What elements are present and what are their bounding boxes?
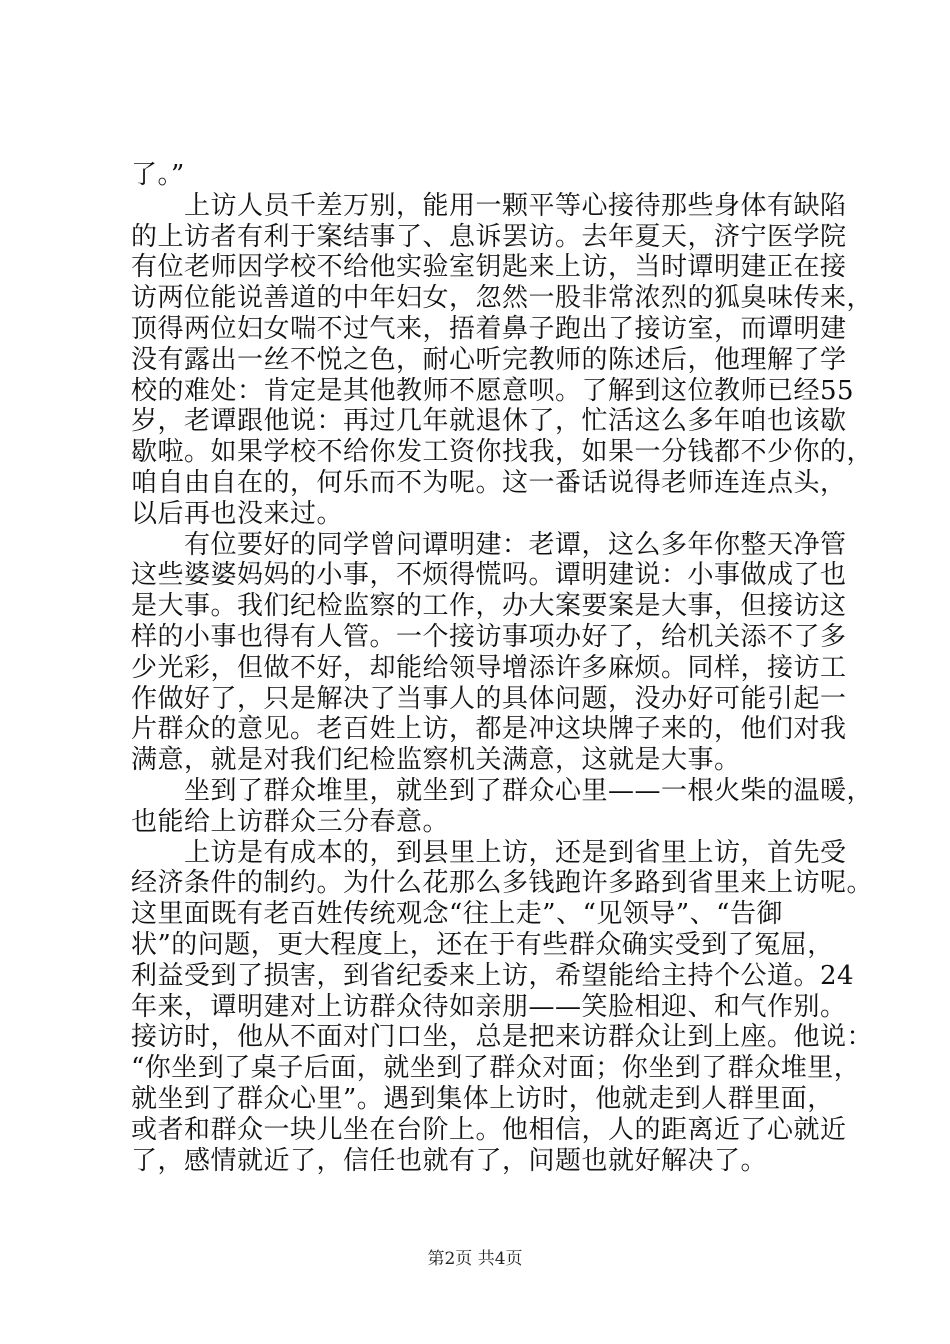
text-line: 校的难处：肯定是其他教师不愿意呗。了解到这位教师已经55 [131, 375, 855, 406]
text-line: 也能给上访群众三分春意。 [131, 806, 450, 837]
text-line: 状”的问题，更大程度上，还在于有些群众确实受到了冤屈， [131, 929, 834, 960]
text-line: 是大事。我们纪检监察的工作，办大案要案是大事，但接访这 [131, 591, 847, 622]
text-line: 有位老师因学校不给他实验室钥匙来上访，当时谭明建正在接 [131, 252, 847, 283]
text-line: 咱自由自在的，何乐而不为呢。这一番话说得老师连连点头， [131, 467, 847, 498]
text-line: 岁，老谭跟他说：再过几年就退休了，忙活这么多年咱也该歇 [131, 406, 847, 437]
text-line: 坐到了群众堆里，就坐到了群众心里——一根火柴的温暖， [131, 775, 874, 806]
text-line: 就坐到了群众心里”。遇到集体上访时，他就走到人群里面， [131, 1083, 834, 1114]
text-line: 歇啦。如果学校不给你发工资你找我，如果一分钱都不少你的， [131, 437, 874, 468]
text-line: 作做好了，只是解决了当事人的具体问题，没办好可能引起一 [131, 683, 847, 714]
text-line: 顶得两位妇女喘不过气来，捂着鼻子跑出了接访室，而谭明建 [131, 313, 847, 344]
text-line: “你坐到了桌子后面，就坐到了群众对面；你坐到了群众堆里， [131, 1053, 861, 1084]
text-line: 有位要好的同学曾问谭明建：老谭，这么多年你整天净管 [131, 529, 847, 560]
text-line: 访两位能说善道的中年妇女，忽然一股非常浓烈的狐臭味传来， [131, 283, 874, 314]
text-line: 没有露出一丝不悦之色，耐心听完教师的陈述后，他理解了学 [131, 344, 847, 375]
text-line: 或者和群众一块儿坐在台阶上。他相信，人的距离近了心就近 [131, 1114, 847, 1145]
text-line: 经济条件的制约。为什么花那么多钱跑许多路到省里来上访呢。 [131, 868, 874, 899]
text-line: 上访是有成本的，到县里上访，还是到省里上访，首先受 [131, 837, 847, 868]
text-line: 少光彩，但做不好，却能给领导增添许多麻烦。同样，接访工 [131, 652, 847, 683]
text-line: 了。” [131, 160, 185, 190]
text-line: 上访人员千差万别，能用一颗平等心接待那些身体有缺陷 [131, 190, 847, 221]
text-line: 片群众的意见。老百姓上访，都是冲这块牌子来的，他们对我 [131, 714, 847, 745]
page-footer [0, 1244, 950, 1269]
text-line: 年来，谭明建对上访群众待如亲朋——笑脸相迎、和气作别。 [131, 991, 847, 1022]
text-line: 满意，就是对我们纪检监察机关满意，这就是大事。 [131, 745, 741, 776]
text-line: 接访时，他从不面对门口坐，总是把来访群众让到上座。他说： [131, 1022, 874, 1053]
text-line: 样的小事也得有人管。一个接访事项办好了，给机关添不了多 [131, 621, 847, 652]
body-text [131, 160, 874, 1176]
text-line: 这些婆婆妈妈的小事，不烦得慌吗。谭明建说：小事做成了也 [131, 560, 847, 591]
page-number-label: 第2页 共4页 [427, 1249, 523, 1269]
text-line: 以后再也没来过。 [131, 498, 344, 529]
text-line: 了，感情就近了，信任也就有了，问题也就好解决了。 [131, 1145, 768, 1176]
text-line: 这里面既有老百姓传统观念“往上走”、“见领导”、“告御 [131, 899, 783, 930]
text-line: 的上访者有利于案结事了、息诉罢访。去年夏天，济宁医学院 [131, 221, 847, 252]
text-line: 利益受到了损害，到省纪委来上访，希望能给主持个公道。24 [131, 960, 855, 991]
